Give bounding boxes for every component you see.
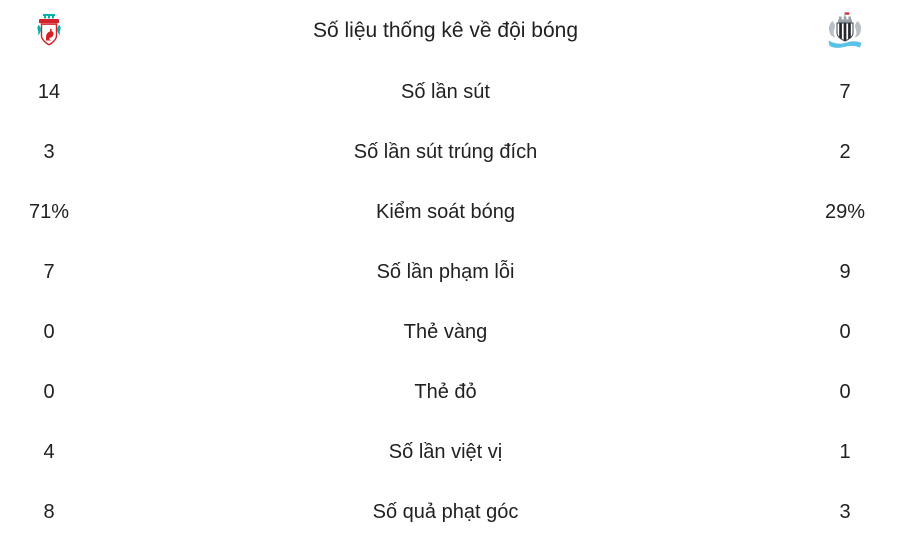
stat-label: Số lần việt vị [388, 441, 503, 463]
home-value: 4 [43, 441, 55, 463]
stat-label: Thẻ vàng [403, 321, 488, 343]
away-value: 29% [824, 201, 866, 223]
stat-label: Số lần phạm lỗi [376, 261, 515, 283]
home-team-logo [0, 14, 98, 48]
stat-label: Kiểm soát bóng [376, 201, 515, 223]
stats-header [0, 0, 897, 62]
away-value: 9 [839, 261, 851, 283]
home-value: 7 [43, 261, 55, 283]
away-team-logo [793, 12, 897, 50]
home-value: 8 [43, 501, 55, 523]
stat-label: Số lần sút [401, 81, 490, 103]
stat-row-offsides [0, 422, 897, 482]
home-value: 71% [28, 201, 70, 223]
stat-row-yellow-cards [0, 302, 897, 362]
home-value: 14 [37, 81, 61, 103]
stat-row-possession [0, 182, 897, 242]
home-value: 0 [43, 381, 55, 403]
away-value: 1 [839, 441, 851, 463]
newcastle-united-crest-icon [825, 12, 865, 50]
away-value: 0 [839, 321, 851, 343]
away-value: 0 [839, 381, 851, 403]
stat-row-fouls [0, 242, 897, 302]
stat-row-shots [0, 62, 897, 122]
stat-label: Số quả phạt góc [372, 501, 519, 523]
liverpool-crest-icon [36, 14, 62, 48]
away-value: 7 [839, 81, 851, 103]
stat-row-red-cards [0, 362, 897, 422]
stat-row-corners [0, 482, 897, 541]
home-value: 0 [43, 321, 55, 343]
stats-title: Số liệu thống kê về đội bóng [312, 19, 579, 43]
away-value: 3 [839, 501, 851, 523]
home-value: 3 [43, 141, 55, 163]
stat-label: Số lần sút trúng đích [353, 141, 538, 163]
stat-label: Thẻ đỏ [414, 381, 477, 403]
stat-row-shots-on-target [0, 122, 897, 182]
away-value: 2 [839, 141, 851, 163]
